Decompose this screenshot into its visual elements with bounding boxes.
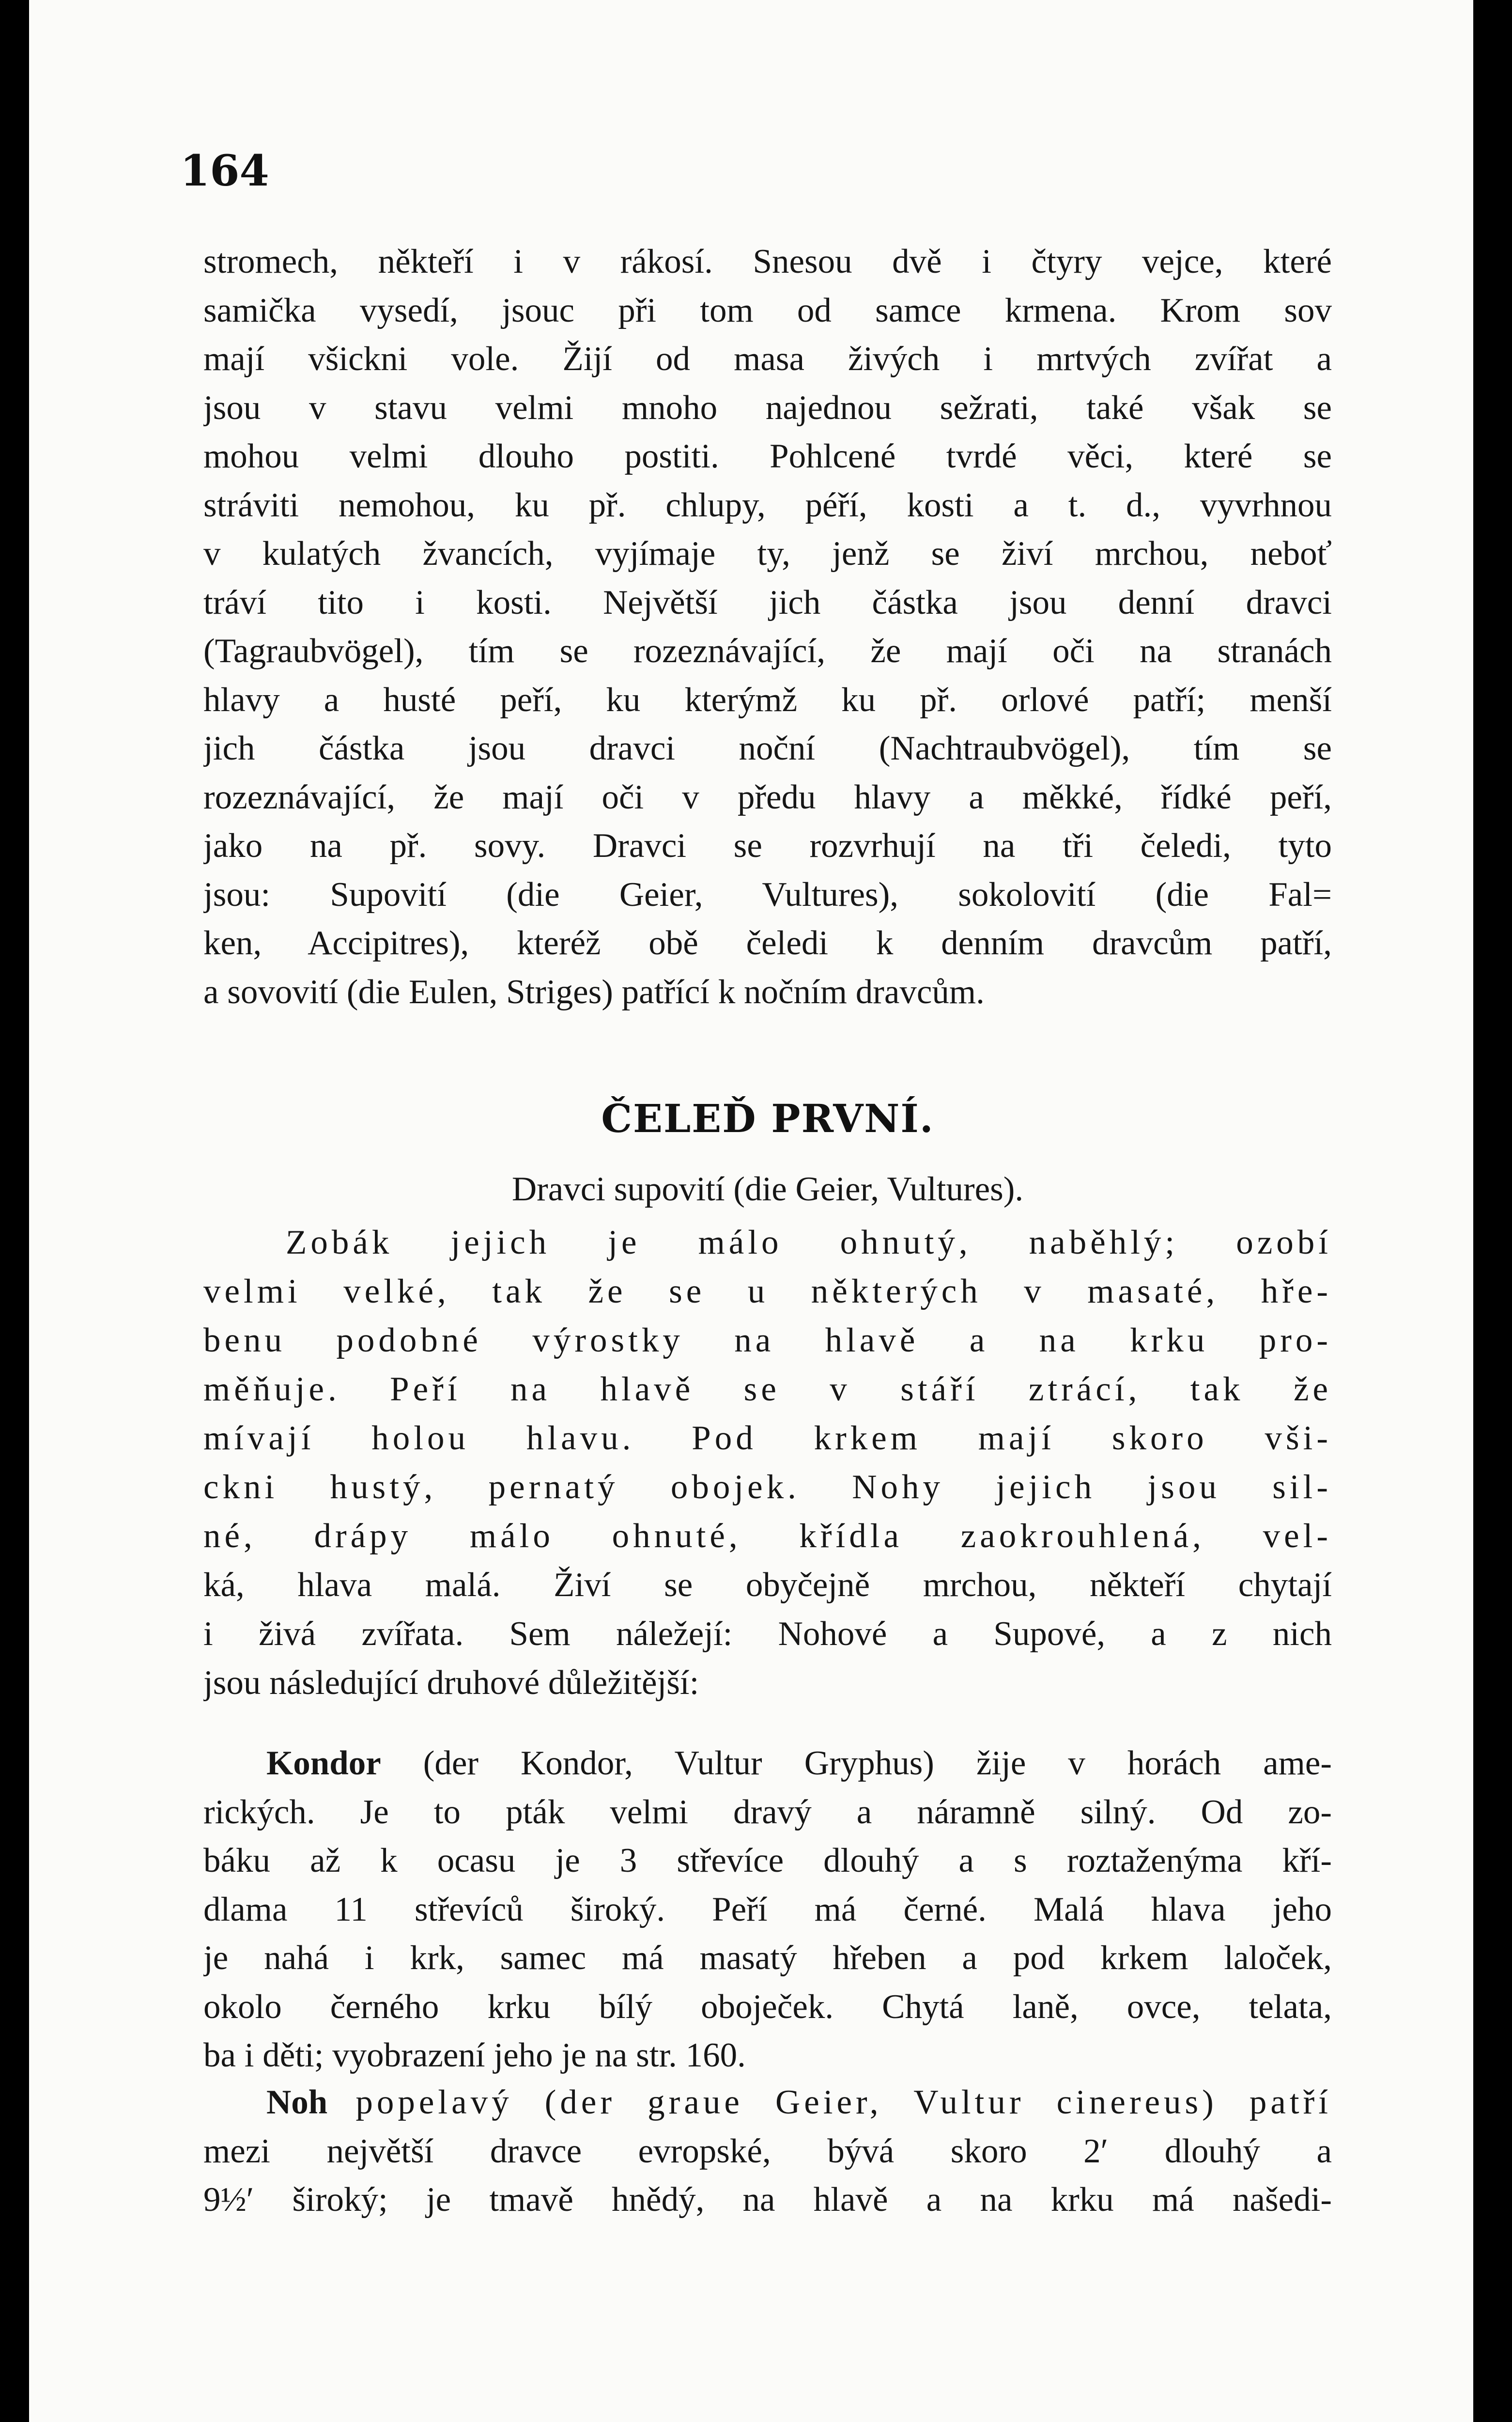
text-line: báku až k ocasu je 3 střevíce dlouhý a s roztaženýma kří- bbox=[203, 1842, 1332, 1879]
text-line: rozeznávající, že mají oči v předu hlavy a měkké, řídké peří, bbox=[203, 778, 1332, 816]
section-subheading-block bbox=[203, 1165, 1332, 1214]
text-line: samička vysedí, jsouc při tom od samce krmena. Krom sov bbox=[203, 291, 1332, 329]
text-line: mezi největší dravce evropské, bývá skoro 2′ dlouhý a bbox=[203, 2132, 1332, 2170]
text-line: ká, hlava malá. Živí se obyčejně mrchou, někteří chytají bbox=[203, 1566, 1332, 1604]
paragraph-noh bbox=[203, 2078, 1332, 2224]
text-line: rických. Je to pták velmi dravý a náramně silný. Od zo- bbox=[203, 1793, 1332, 1831]
text-line: stromech, někteří i v rákosí. Snesou dvě i čtyry vejce, které bbox=[203, 243, 1332, 280]
text-line: jako na př. sovy. Dravci se rozvrhují na tři čeledi, tyto bbox=[203, 827, 1332, 865]
text-line: hlavy a husté peří, ku kterýmž ku př. orlové patří; menší bbox=[203, 681, 1332, 719]
text-line: mohou velmi dlouho postiti. Pohlcené tvrdé věci, které se bbox=[203, 437, 1332, 475]
text-line: okolo černého krku bílý oboječek. Chytá laně, ovce, telata, bbox=[203, 1987, 1332, 2026]
line-rest: popelavý (der graue Geier, Vultur cinereus) patří bbox=[355, 2083, 1332, 2121]
text-line: dlama 11 střevíců široký. Peří má černé. Malá hlava jeho bbox=[203, 1890, 1332, 1928]
text-line: benu podobné výrostky na hlavě a na krku pro- bbox=[203, 1321, 1332, 1359]
section-heading: ČELEĎ PRVNÍ. bbox=[601, 1096, 934, 1141]
text-line: i živá zvířata. Sem náležejí: Nohové a Supové, a z nich bbox=[203, 1615, 1332, 1653]
text-line: mají všickni vole. Žijí od masa živých i mrtvých zvířat a bbox=[203, 340, 1332, 378]
paragraph-birds-of-prey bbox=[203, 237, 1332, 1016]
text-line: velmi velké, tak že se u některých v masaté, hře- bbox=[203, 1273, 1332, 1310]
text-line: jich částka jsou dravci noční (Nachtraubvögel), tím se bbox=[203, 730, 1332, 767]
text-line: v kulatých žvancích, vyjímaje ty, jenž se živí mrchou, neboť bbox=[203, 535, 1332, 573]
species-term: Kondor bbox=[266, 1744, 381, 1782]
section-subheading: Dravci supovití (die Geier, Vultures). bbox=[511, 1170, 1024, 1208]
text-line: stráviti nemohou, ku př. chlupy, péří, kosti a t. d., vyvrhnou bbox=[203, 486, 1332, 524]
text-line: ckni hustý, pernatý obojek. Nohy jejich jsou sil- bbox=[203, 1468, 1332, 1506]
text-line: je nahá i krk, samec má masatý hřeben a pod krkem laloček, bbox=[203, 1939, 1332, 1977]
text-line: mívají holou hlavu. Pod krkem mají skoro vši- bbox=[203, 1419, 1332, 1457]
book-page bbox=[29, 0, 1473, 2422]
line-rest: (der Kondor, Vultur Gryphus) žije v horách ame- bbox=[423, 1744, 1332, 1782]
text-line: né, drápy málo ohnuté, křídla zaokrouhlená, vel- bbox=[203, 1517, 1332, 1555]
text-line: měňuje. Peří na hlavě se v stáří ztrácí, tak že bbox=[203, 1370, 1332, 1408]
text-line: jsou v stavu velmi mnoho najednou sežrati, také však se bbox=[203, 388, 1332, 427]
text-line bbox=[203, 2078, 1332, 2127]
page-number: 164 bbox=[180, 145, 269, 196]
text-line: jsou následující druhové důležitější: bbox=[203, 1664, 699, 1702]
text-line: a sovovití (die Eulen, Striges) patřící k nočním dravcům. bbox=[203, 973, 985, 1011]
text-line: 9½′ široký; je tmavě hnědý, na hlavě a na krku má našedi- bbox=[203, 2181, 1332, 2219]
text-line: tráví tito i kosti. Největší jich částka jsou denní dravci bbox=[203, 583, 1332, 621]
text-line: Zobák jejich je málo ohnutý, naběhlý; ozobí bbox=[286, 1224, 1332, 1261]
text-line bbox=[203, 1739, 1332, 1788]
paragraph-vultures bbox=[203, 1218, 1332, 1708]
text-line: ba i děti; vyobrazení jeho je na str. 160. bbox=[203, 2036, 746, 2074]
species-term: Noh bbox=[266, 2083, 328, 2121]
paragraph-kondor bbox=[203, 1739, 1332, 2080]
text-line: (Tagraubvögel), tím se rozeznávající, že mají oči na stranách bbox=[203, 632, 1332, 670]
text-line: ken, Accipitres), kteréž obě čeledi k denním dravcům patří, bbox=[203, 924, 1332, 962]
text-line: jsou: Supovití (die Geier, Vultures), sokolovití (die Fal= bbox=[203, 875, 1332, 914]
